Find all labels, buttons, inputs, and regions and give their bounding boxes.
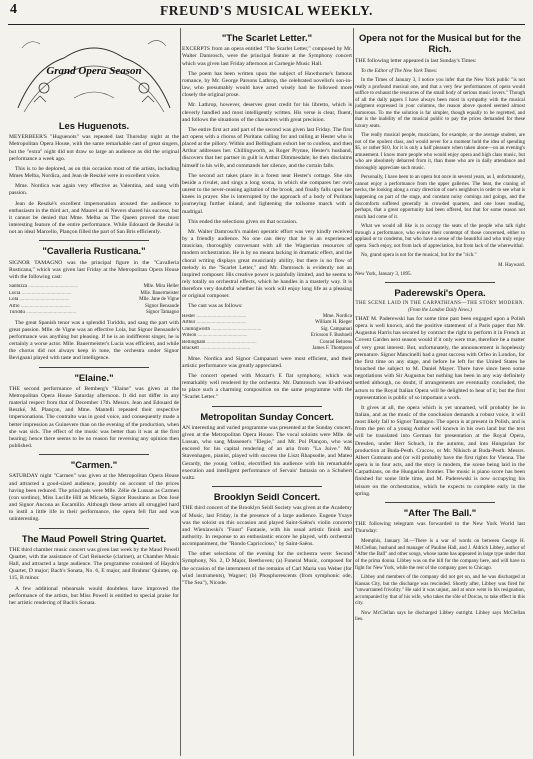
section-divider <box>39 454 149 455</box>
carmen-paragraph: SATURDAY night "Carmen" was given at the Metropolitan Opera House and attracted a good-sized audience, possibly on account of the prices having been reduced. The principals were Mlle. Zélie de Lussan as Carmen (con sordino), Miss Lucille Hill as Micaela, Signor Russitano as Don José and Signor Ancona as Escamillo. Although these artists all struggled hard to instil a little life in their performance, the opera fell flat and was uninteresting. <box>9 473 179 523</box>
huguenots-paragraph: This is to be deplored, as on this occasion most of the artists, including Mmes Melba, Nordica, and Jean de Reszké were in excellent voice. <box>9 165 179 180</box>
cast-row: Lola ..... Mlle. Jane de Vigne <box>9 297 179 304</box>
powell-quartet-paragraph: A few additional rehearsals would doubtless have improved the performance of the artists, but Miss Powell is entitled to special praise for her artistic rendering of Bach's Sonata. <box>9 585 179 606</box>
scarlet-letter-paragraph: Mme. Nordica and Signor Campanari were most efficient, and their artistic performance was greatly appreciated. <box>182 355 352 369</box>
powell-quartet-heading: The Maud Powell String Quartet. <box>21 532 167 544</box>
letter-dateline: New York, January 3, 1895. <box>355 271 412 278</box>
cast-row: Alfio ..... Signor Bensaude <box>9 304 179 311</box>
illustration-caption: Grand Opera Season <box>46 65 142 77</box>
section-divider <box>212 486 322 487</box>
page-number: 4 <box>10 2 17 17</box>
paderewski-source: (From the London Daily News.) <box>408 307 472 313</box>
letter-paragraph: The really musical people, musicians, for example, or the average student, are not of the opulent class, and would never for a moment hold the idea of spending $5, or rather $10, for it is only a half pleasure when taken alone—on an evening's amusement. I know more people who would enjoy opera and high class music, but who are absolutely debarred from it, than those who are in daily attendance and thoroughly appreciate such music. <box>355 132 525 171</box>
seidl-concert-heading: Brooklyn Seidl Concert. <box>213 491 321 503</box>
opera-rich-heading: Opera not for the Musical but for the Rich. <box>359 32 521 55</box>
section-divider <box>385 502 495 503</box>
after-the-ball-paragraph: Libbey and members of the company did not get on, and he was discharged at Kansas City, but the discharge was rescinded. Shortly after, Libbey was fired for "unwarranted frivolity." He said it was unjust, and at once went in his resignation, accompanied by that of his wife, who takes the rôle of Dorcas, to take effect in this city. <box>355 574 525 607</box>
elaine-heading: "Elaine." <box>74 371 114 383</box>
scarlet-letter-paragraph: This ended the selections given on that occasion. <box>188 218 298 225</box>
scarlet-letter-heading: "The Scarlet Letter." <box>221 32 313 43</box>
cast-row: Turiddu ..... Signor Tamagno <box>9 310 179 317</box>
cast-row: Santuzza ..... Mlle. Mira Heller <box>9 284 179 291</box>
masthead-title: FREUND'S MUSICAL WEEKLY. <box>159 3 374 18</box>
scarlet-letter-paragraph: Mr. Lathrop, however, deserves great credit for his libretto, which is cleverly handled and most intelligently written. His verse is clear, fluent, and follows the situations of the characters with great precision. <box>182 102 352 123</box>
section-divider <box>39 240 149 241</box>
scarlet-letter-paragraph: Mr. Walter Damrosch's maiden operatic effort was very kindly received by a friendly audience. No one can deny that he is an experienced musician, thoroughly conversant with all the Wagnerian resources of modern orchestration. He is by no means lacking in dramatic effect, and the choral writing displays great musicianly ability, but there is no flow of melody in the "Scarlet Letter," and Mr. Damrosch is evidently not an inspired composer. His creative power is painfully limited, and he seems to rely totally on orchestral effects, which he handles in a masterly way. It is therefore very doubtful whether his work will enjoy long life as a pleasing or original composer. <box>182 228 352 300</box>
powell-quartet-paragraph: THE third chamber music concert was given last week by the Maud Powell Quartet, with the assistance of Carl Reinecke (clarinet), at Chamber Music Hall, and attracted a large audience. The programme consisted of Haydn's Quartet, D major; Bach's Sonata, No. 6, E major, and Brahms' Quintet, op. 115, B minor. <box>9 546 179 582</box>
after-the-ball-paragraph: THE following telegram was forwarded to the New York World last Thursday: <box>355 521 525 535</box>
column-right <box>355 28 525 756</box>
sunday-concert-paragraph: AN interesting and varied programme was presented at the Sunday concert, given at the Metropolitan Opera House. The vocal soloists were Mlle. de Lussan, who sang Massenet's "Elegie," and Mr. Pol Plançon, who was encored for his capital rendering of an aria from "La Juive." Mr. Stavenhagen, pianist, played with success the Liszt Rhapsodie, and Mateo Gerardy, the young 'cellist, electrified his audience with his remarkable execution and intelligent performance of Servais' fantasia on a Schubert waltz. <box>182 424 352 481</box>
column-separator <box>353 28 354 756</box>
letter-paragraph: What we would all like is to occupy the seats of the people who talk right through a performance, who evince their contempt of those concerned, either to applaud or to condemn, but who have a sense of the beautiful and who truly enjoy opera. Such enjoy, not from lack of appreciation, but from lack of the wherewithal. <box>355 223 525 249</box>
header-rule <box>8 24 525 25</box>
huguenots-paragraph: MEYERBEER'S "Huguenots" was repeated last Thursday night at the Metropolitan Opera House, with the same remarkable cast of great singers, but the "extra" night did not draw so large an audience as did the original performance a week ago. <box>9 134 179 162</box>
section-divider <box>39 367 149 368</box>
column-separator <box>180 28 181 756</box>
seidl-concert-paragraph: The other selections of the evening for the orchestra were: Second Symphony, No. 2, D Major, Beethoven; (a) Funeral Music, composed for the occasion of the internment of the remains of Carl Maria von Weber (for wind instruments), Wagner; (b) Phosphorescents (from symphonic ode, "The Sea"), Nicode. <box>182 551 352 586</box>
cast-row: Chillingworth ..... Sig. Campanari <box>182 327 352 334</box>
scarlet-letter-paragraph: EXCERPTS from an opera entitled "The Scarlet Letter," composed by Mr. Walter Damrosch, were the principal feature at the Symphony concert which was given last Friday afternoon at Carnegie Music Hall. <box>182 46 352 67</box>
cast-row: Lucia ..... Mlle. Bauermeister <box>9 291 179 298</box>
letter-signature: M. Hayward. <box>497 261 525 268</box>
cast-row: Hester ..... Mme. Nordica <box>182 314 352 321</box>
letter-paragraph: No, grand opera is not for the musical, but for the "rich." <box>361 252 477 259</box>
paderewski-paragraph: It gives at all, the opera which is yet unnamed, will probably be in Italian, and as the music of the conclusion demands a robust voice, it will most likely fall to Signor Tamagno. The opera is at present in Polish, and is from the pen of a young Author well known in his own land but the text will be translated into German for presentation at the Royal Opera, Dresden, under Herr Schuch, in the autumn, and into Hungarian for production at Buda-Pesth. Cracow, or Mr. Nikisch at Buda-Pesth. Messrs. Albert Gutmann and (or will probably have the first rights for Vienna. The opera is in four acts, and the story is modern, the scene being laid in the Carpathians, on the Hungarian frontier. The music is piano score has been finished for some little time, and M. Paderewski is now occupying his leisure on the orchestration, which he expects to complete early in the spring. <box>355 404 525 497</box>
section-divider <box>385 282 495 283</box>
letter-paragraph: Personally, I have been to an opera but once in several years, as I, unfortunately, cannot enjoy a performance from the upper galleries. The heat, the craning of necks, the looking along a crazy direction of one's neighbors in order to see what is happening on part of the stage, and constant noisy comings and goings, and the discomforts suffered generally in crowded quarters, and one loses reading, perhaps, that a great opportunity had been offered, but that for some reason not much had come of it. <box>355 174 525 220</box>
huguenots-heading: Les Huguenots. <box>58 120 130 131</box>
paderewski-subhead: THE SCENE LAID IN THE CARPATHIANS—THE STORY MODERN. <box>355 300 525 306</box>
after-the-ball-paragraph: Now McClellan says he discharged Libbey outright. Libbey says McClellan lies. <box>355 609 525 623</box>
cast-row: Wilson ..... Ericsson F. Bushnell <box>182 333 352 340</box>
carmen-heading: "Carmen." <box>70 459 118 471</box>
column-left <box>9 28 179 756</box>
seidl-concert-paragraph: THE third concert of the Brooklyn Seidl Society was given at the Academy of Music, last Friday, in the presence of a large audience. Eugene Ysaye was the soloist on this occasion and played Saint-Saëns's violin concerto and Wieniawski's "Faust" Fantasie, with his usual artistic finish and authority. In response to an enthusiastic encore he played, with orchestral accompaniment, the "Rondo Capriccioso," by Saint-Saëns. <box>182 505 352 548</box>
cavalleria-paragraph: SIGNOR TAMAGNO was the principal figure in the "Cavalleria Rusticana," which was given last Friday at the Metropolitan Opera House with the following cast: <box>9 259 179 280</box>
huguenots-paragraph: Jean de Reszké's excellent impersonation aroused the audience to enthusiasm in the third act, and Maurel as di Nevers shared his success, but it cannot be denied that Mme. Melba as The Queen proved the most interesting feature of the entire performance. While Edouard de Reszké is not an ideal Marcello, Plançon filled the part of San Bris efficiently. <box>9 200 179 236</box>
paderewski-paragraph: THAT M. Paderewski has for some time past been engaged upon a Polish opera is well known, and the positive statement of a Paris paper that Mr. Augustus Harris has secured by contract the right to perform it in French at Covent Garden next season would if it only were true, therefore be a matter of very great interest. But, unfortunately, the announcement is hopelessly premature. Signor Mancinelli had a great success with Orfeo in London, for the first time on any stage, and before he left for the United States he broached the subject to M. Daniel Mayer. There have since been some negotiations with Sir Augustus but nothing has been in any way definitely settled although, no doubt, if arrangements are eventually concluded, the actors to the Royal Italian Opera will be delighted to hear of it; but the first representation is public of so important a work. <box>355 315 525 401</box>
scarlet-letter-paragraph: The cast was as follows: <box>188 303 243 310</box>
cavalleria-heading: "Cavalleria Rusticana." <box>42 245 146 257</box>
column-middle <box>182 28 352 756</box>
letter-paragraph: In the Times of January 3, I notice you infer that the New York public "is not really a profound musical one, and that a very few performances of opera would suffice to exhaust the resources of the small body of serious music lovers." Though of all the daily papers I have always been most in sympathy with the musical judgment expressed in your columns, the reason above quoted seemed almost humorous. To me the solution is far simpler, though equally to be regretted, and that is the inability of the musical public to pay the prices demanded for these luxury seats. <box>355 77 525 129</box>
cavalleria-paragraph: The great Spanish tenor was a splendid Turiddu, and sang the part with great passion. Mlle. de Vigne was an effective Lola, but Signor Bensaude's performance was anything but pleasing. If he is an indifferent singer, he is certainly a worse actor. Mlle. Bauermeister's Lucia was efficient, and while the chorus did not always keep in tune, the orchestra under Signor Bevignani played with taste and intelligence. <box>9 319 179 362</box>
elaine-paragraph: THE second performance of Bemberg's "Elaine" was given at the Metropolitan Opera House Saturday afternoon. It did not differ in any material respect from that of December 17th. Messrs. Jean and Edouard de Reszké, M. Plançon, and Mme. Mantelli repeated their respective impersonations. The contralto was in good voice, and consequently made a better impression as Guinevere than on the evening of the production, when she was sick. The effect of the music was better than it was at the first hearing; hence there seems to be no reason for reversing any opinion then published. <box>9 385 179 450</box>
sunday-concert-heading: Metropolitan Sunday Concert. <box>200 410 334 422</box>
letter-salutation: To the Editor of The New York Times: <box>361 67 438 74</box>
cast-row: Bellingham ..... Conrad Behrens <box>182 340 352 347</box>
huguenots-paragraph: Mme. Nordica was again very effective as Valentina, and sang with passion. <box>9 183 179 197</box>
opera-rich-paragraph: THE following letter appeared in last Sunday's Times: <box>355 57 477 64</box>
cast-row: Brackett ..... James F. Thompson <box>182 346 352 353</box>
scarlet-letter-cast-list <box>182 314 352 353</box>
cavalleria-cast-list <box>9 284 179 317</box>
after-the-ball-heading: "After The Ball." <box>403 506 477 518</box>
paderewski-heading: Paderewski's Opera. <box>394 286 486 298</box>
scarlet-letter-paragraph: The concert opened with Mozart's E flat symphony, which was remarkably well rendered by the orchestra. Mr. Damrosch was ill-advised to place such a charming composition on the same programme with the "Scarlet Letter." <box>182 372 352 401</box>
opera-season-illustration <box>14 28 174 116</box>
scarlet-letter-paragraph: The poem has been written upon the subject of Hawthorne's famous romance, by Mr. George Parsons Lathrop, the celebrated novelist's son-in-law, who presumably would have acted wisely had he followed more closely the original prose. <box>182 70 352 99</box>
section-divider <box>39 528 149 529</box>
cast-row: Arthur ..... William H. Rieger <box>182 320 352 327</box>
page-header <box>0 0 533 26</box>
scarlet-letter-paragraph: The second act takes place in a forest near Hester's cottage. She sits beside a rivulet, and sings a long scena, in which she compares her own unrest to the never-ceasing agitation of the brook, and finally falls upon her knees in prayer. She is interrupted by the approach of a body of Puritans journeying further inland, and lightening the toilsome march with a madrigal. <box>182 172 352 215</box>
scarlet-letter-paragraph: The entire first act and part of the second was given last Friday. The first act opens with a chorus of Puritans calling for and railing at Hester who is placed at the pillory. Within and Bellingham exhort her to confess, and then Arthur addresses her. Chillingworth, as Roger Prynne, Hester's husband, discovers that her partner in guilt is Arthur Dimmesdale; he then disclaims himself to his wife, and commands her silence, and the curtain falls. <box>182 126 352 169</box>
section-divider <box>212 406 322 407</box>
after-the-ball-paragraph: Memphis, January 3d.—There is a war of words on between George H. McClellan, husband and manager of Pauline Hall, and J. Aldrich Libbey, author of "After the Ball" and other songs, whose name has appeared in large type under that of the prima donna. Libbey was on the bill for the company here, and will have to fight for New York, while the rest of the company goes to Chicago. <box>355 538 525 571</box>
